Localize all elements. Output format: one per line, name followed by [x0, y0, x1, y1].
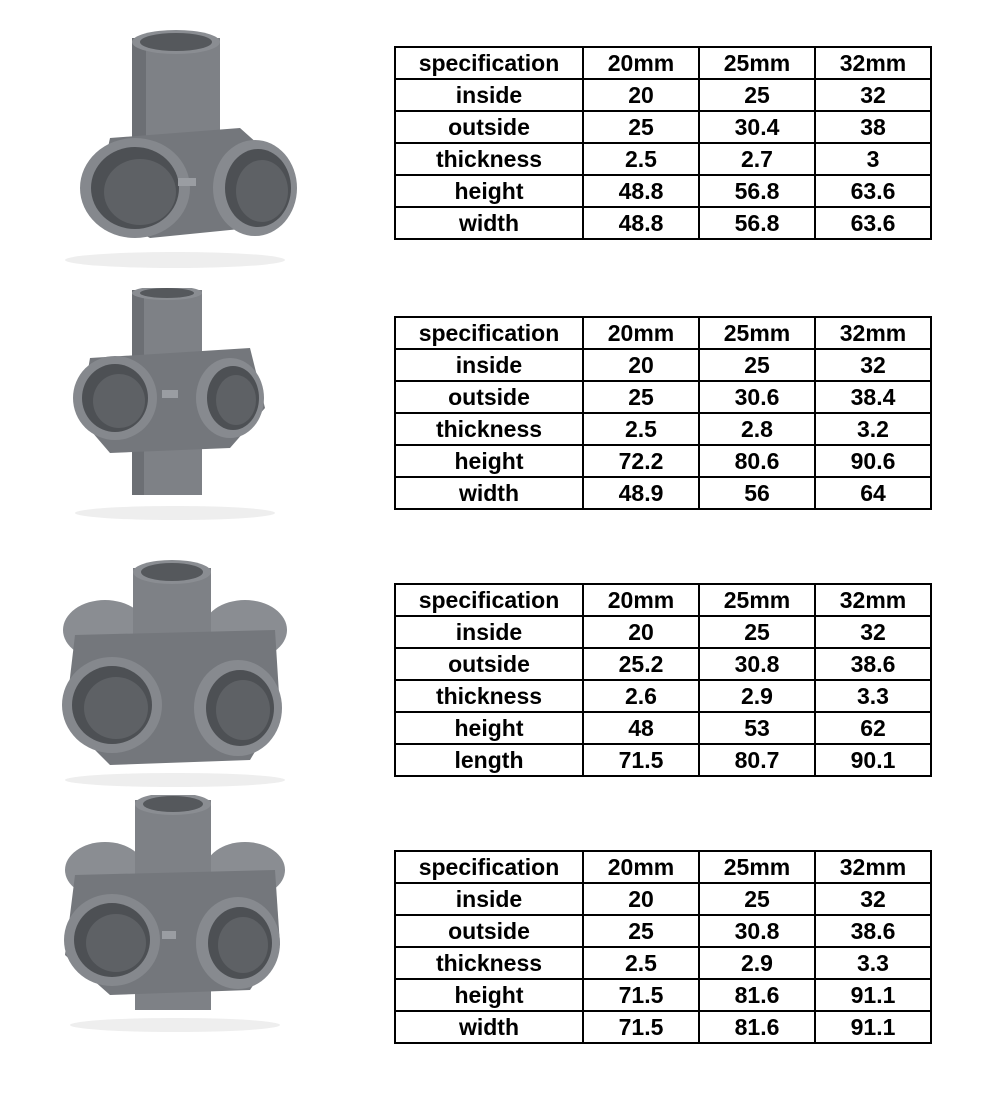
table-cell: 20 [583, 616, 699, 648]
table-row [395, 883, 931, 915]
table-cell: 32 [815, 79, 931, 111]
table-header-cell: 20mm [583, 851, 699, 883]
table-cell: 71.5 [583, 979, 699, 1011]
table-cell: 25 [699, 349, 815, 381]
table-cell: width [395, 207, 583, 239]
table-cell: 32 [815, 349, 931, 381]
table-cell: 80.6 [699, 445, 815, 477]
table-row [395, 616, 931, 648]
table-cell: height [395, 979, 583, 1011]
table-cell: inside [395, 349, 583, 381]
table-cell: 48.8 [583, 175, 699, 207]
table-cell: 2.5 [583, 947, 699, 979]
table-cell: height [395, 712, 583, 744]
table-row [395, 477, 931, 509]
table-cell: 53 [699, 712, 815, 744]
table-cell: 48.8 [583, 207, 699, 239]
table-header-cell: 25mm [699, 47, 815, 79]
table-cell: 20 [583, 79, 699, 111]
table-cell: 20 [583, 349, 699, 381]
table-cell: 3.3 [815, 680, 931, 712]
table-cell: thickness [395, 680, 583, 712]
table-header-row [395, 47, 931, 79]
spec-table-2 [394, 316, 932, 510]
table-row [395, 744, 931, 776]
table-cell: 71.5 [583, 744, 699, 776]
table-header-cell: specification [395, 584, 583, 616]
table-cell: thickness [395, 413, 583, 445]
table-cell: 64 [815, 477, 931, 509]
table-cell: 3.3 [815, 947, 931, 979]
table-cell: 63.6 [815, 175, 931, 207]
table-cell: 91.1 [815, 1011, 931, 1043]
table-row [395, 111, 931, 143]
table-header-row [395, 851, 931, 883]
table-cell: 25 [583, 111, 699, 143]
table-row [395, 648, 931, 680]
table-row [395, 915, 931, 947]
table-cell: thickness [395, 143, 583, 175]
spec-table-4 [394, 850, 932, 1044]
table-header-cell: 25mm [699, 584, 815, 616]
table-cell: 81.6 [699, 1011, 815, 1043]
table-header-row [395, 584, 931, 616]
table-header-cell: 20mm [583, 584, 699, 616]
table-cell: height [395, 445, 583, 477]
table-cell: 81.6 [699, 979, 815, 1011]
table-header-cell: specification [395, 47, 583, 79]
table-header-cell: 20mm [583, 317, 699, 349]
table-cell: 25 [699, 616, 815, 648]
table-cell: 25 [699, 883, 815, 915]
table-cell: 25 [583, 915, 699, 947]
table-row [395, 79, 931, 111]
pvc-4-way-side-outlet-tee-icon [50, 288, 300, 523]
table-cell: inside [395, 883, 583, 915]
table-cell: 2.6 [583, 680, 699, 712]
table-cell: height [395, 175, 583, 207]
table-cell: 71.5 [583, 1011, 699, 1043]
table-cell: 90.6 [815, 445, 931, 477]
table-cell: 20 [583, 883, 699, 915]
table-cell: outside [395, 381, 583, 413]
table-header-cell: 25mm [699, 851, 815, 883]
pvc-3-way-corner-fitting-icon [50, 28, 300, 273]
table-cell: length [395, 744, 583, 776]
table-cell: 2.7 [699, 143, 815, 175]
table-cell: 2.9 [699, 680, 815, 712]
table-cell: 30.4 [699, 111, 815, 143]
table-cell: 56.8 [699, 175, 815, 207]
table-cell: 2.5 [583, 413, 699, 445]
table-cell: 80.7 [699, 744, 815, 776]
table-cell: 63.6 [815, 207, 931, 239]
table-cell: width [395, 1011, 583, 1043]
table-cell: 3 [815, 143, 931, 175]
table-row [395, 680, 931, 712]
table-cell: 2.5 [583, 143, 699, 175]
table-header-cell: specification [395, 317, 583, 349]
table-cell: 25 [583, 381, 699, 413]
table-cell: 38.6 [815, 915, 931, 947]
table-header-cell: 20mm [583, 47, 699, 79]
spec-table-1 [394, 46, 932, 240]
table-cell: 30.8 [699, 915, 815, 947]
table-row [395, 979, 931, 1011]
table-cell: 25.2 [583, 648, 699, 680]
table-row [395, 349, 931, 381]
table-cell: 38.4 [815, 381, 931, 413]
table-cell: outside [395, 111, 583, 143]
table-row [395, 143, 931, 175]
table-cell: outside [395, 648, 583, 680]
table-cell: 91.1 [815, 979, 931, 1011]
table-cell: 56 [699, 477, 815, 509]
spec-table-3 [394, 583, 932, 777]
table-header-cell: specification [395, 851, 583, 883]
table-cell: 56.8 [699, 207, 815, 239]
table-cell: 90.1 [815, 744, 931, 776]
table-cell: 48.9 [583, 477, 699, 509]
table-cell: thickness [395, 947, 583, 979]
table-cell: 72.2 [583, 445, 699, 477]
table-row [395, 413, 931, 445]
table-header-cell: 25mm [699, 317, 815, 349]
table-cell: 38 [815, 111, 931, 143]
table-row [395, 1011, 931, 1043]
table-row [395, 445, 931, 477]
table-cell: 38.6 [815, 648, 931, 680]
table-cell: inside [395, 616, 583, 648]
table-header-cell: 32mm [815, 317, 931, 349]
table-header-cell: 32mm [815, 47, 931, 79]
table-row [395, 207, 931, 239]
table-cell: 3.2 [815, 413, 931, 445]
table-cell: 32 [815, 616, 931, 648]
table-cell: 25 [699, 79, 815, 111]
table-cell: 30.8 [699, 648, 815, 680]
table-header-cell: 32mm [815, 851, 931, 883]
table-header-row [395, 317, 931, 349]
table-cell: width [395, 477, 583, 509]
table-cell: outside [395, 915, 583, 947]
table-row [395, 381, 931, 413]
table-row [395, 175, 931, 207]
table-row [395, 712, 931, 744]
table-cell: 48 [583, 712, 699, 744]
table-cell: inside [395, 79, 583, 111]
table-header-cell: 32mm [815, 584, 931, 616]
pvc-5-way-cross-fitting-icon [50, 560, 300, 790]
table-cell: 32 [815, 883, 931, 915]
table-row [395, 947, 931, 979]
table-cell: 2.8 [699, 413, 815, 445]
table-cell: 30.6 [699, 381, 815, 413]
table-cell: 62 [815, 712, 931, 744]
pvc-6-way-cross-fitting-icon [50, 795, 300, 1035]
table-cell: 2.9 [699, 947, 815, 979]
